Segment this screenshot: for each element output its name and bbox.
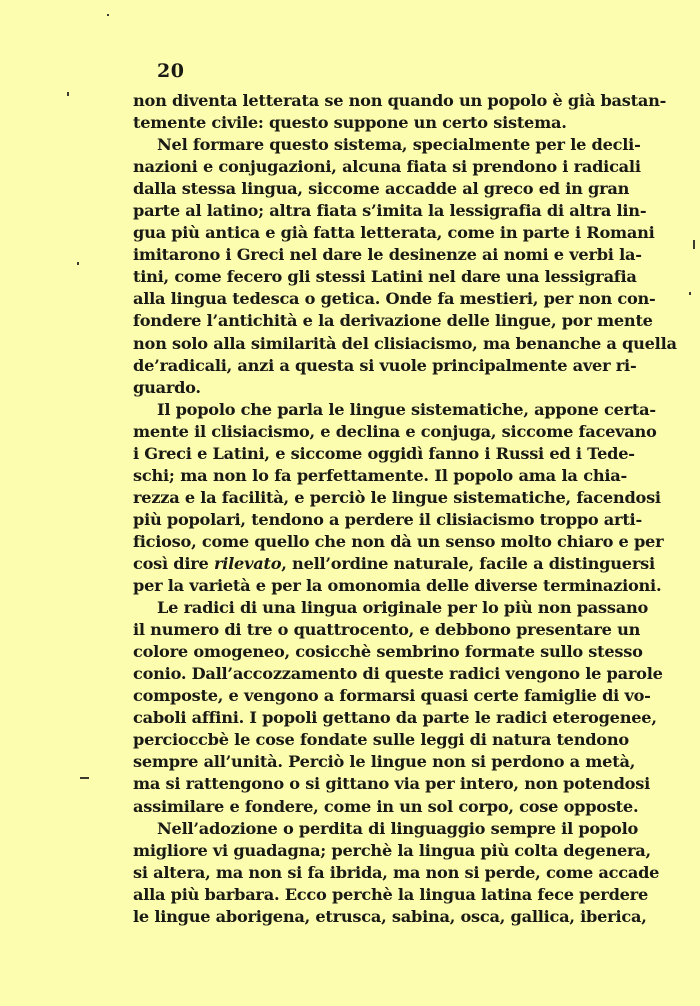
text-line: ma si rattengono o si gittano via per intero, non potendosi	[133, 774, 650, 794]
text-line: tini, come fecero gli stessi Latini nel dare una lessigrafia	[133, 267, 637, 287]
text-line: schi; ma non lo fa perfettamente. Il popolo ama la chia-	[133, 465, 627, 485]
text-line: Le radici di una lingua originale per lo più non passano	[157, 598, 649, 618]
body-text	[133, 90, 677, 928]
text-line: composte, e vengono a formarsi quasi certe famiglie di vo-	[133, 686, 651, 706]
scan-speck	[77, 262, 79, 265]
text-line: si altera, ma non si fa ibrida, ma non si perde, come accade	[133, 862, 660, 882]
text-line: non diventa letterata se non quando un popolo è già bastan-	[133, 91, 667, 110]
text-line: gua più antica e già fatta letterata, come in parte i Romani	[133, 223, 655, 243]
text-line: sempre all’unità. Perciò le lingue non si perdono a metà,	[133, 752, 636, 772]
text-line: ficioso, come quello che non dà un senso molto chiaro e per	[133, 531, 664, 551]
page-number: 20	[157, 60, 185, 82]
text-line: migliore vi guadagna; perchè la lingua più colta degenera,	[133, 840, 651, 860]
text-line: non solo alla similarità del clisiacismo, ma benanche a quella	[133, 333, 677, 353]
text-line: alla lingua tedesca o getica. Onde fa mestieri, per non con-	[133, 289, 656, 309]
italic-word: rilevato	[213, 553, 282, 573]
text-line: rezza e la facilità, e perciò le lingue sistematiche, facendosi	[133, 487, 661, 507]
text-line: mente il clisiacismo, e declina e conjuga, siccome facevano	[133, 421, 657, 441]
text-line: dalla stessa lingua, siccome accadde al greco ed in gran	[133, 179, 630, 199]
text-line	[133, 553, 655, 575]
text-line: imitarono i Greci nel dare le desinenze ai nomi e verbi la-	[133, 245, 642, 265]
text-line: le lingue aborigena, etrusca, sabina, osca, gallica, iberica,	[133, 906, 647, 926]
text-line: guardo.	[133, 377, 201, 397]
text-line: per la varietà e per la omonomia delle diverse terminazioni.	[133, 576, 662, 596]
scan-speck	[689, 292, 691, 295]
text-line: colore omogeneo, cosicchè sembrino formate sullo stesso	[133, 642, 643, 662]
text-line: percioccbè le cose fondate sulle leggi di natura tendono	[133, 730, 629, 750]
scan-speck	[107, 14, 109, 16]
text-line: alla più barbara. Ecco perchè la lingua latina fece perdere	[133, 884, 649, 904]
text-line: più popolari, tendono a perdere il clisiacismo troppo arti-	[133, 509, 642, 529]
text-line: Nel formare questo sistema, specialmente per le decli-	[157, 135, 641, 155]
text-line: nazioni e conjugazioni, alcuna fiata si prendono i radicali	[133, 157, 641, 177]
text-line: de’radicali, anzi a questa si vuole principalmente aver ri-	[133, 355, 637, 375]
text-span: , nell’ordine naturale, facile a distinguersi	[281, 553, 655, 573]
scan-speck	[80, 777, 89, 779]
text-line: il numero di tre o quattrocento, e debbono presentare un	[133, 620, 641, 640]
scan-speck	[67, 92, 69, 96]
text-line: temente civile: questo suppone un certo sistema.	[133, 113, 567, 133]
text-line: i Greci e Latini, e siccome oggidì fanno i Russi ed i Tede-	[133, 443, 635, 463]
scan-speck	[693, 240, 695, 249]
text-line: parte al latino; altra fiata s’imita la lessigrafia di altra lin-	[133, 201, 647, 221]
text-line: assimilare e fondere, come in un sol corpo, cose opposte.	[133, 796, 639, 816]
text-line: caboli affini. I popoli gettano da parte le radici eterogenee,	[133, 708, 657, 728]
text-line: fondere l’antichità e la derivazione delle lingue, por mente	[133, 311, 653, 331]
text-line: Il popolo che parla le lingue sistematiche, appone certa-	[157, 399, 656, 419]
text-span: così dire	[133, 553, 214, 573]
text-line: conio. Dall’accozzamento di queste radici vengono le parole	[133, 664, 663, 684]
text-line: Nell’adozione o perdita di linguaggio sempre il popolo	[157, 818, 639, 838]
